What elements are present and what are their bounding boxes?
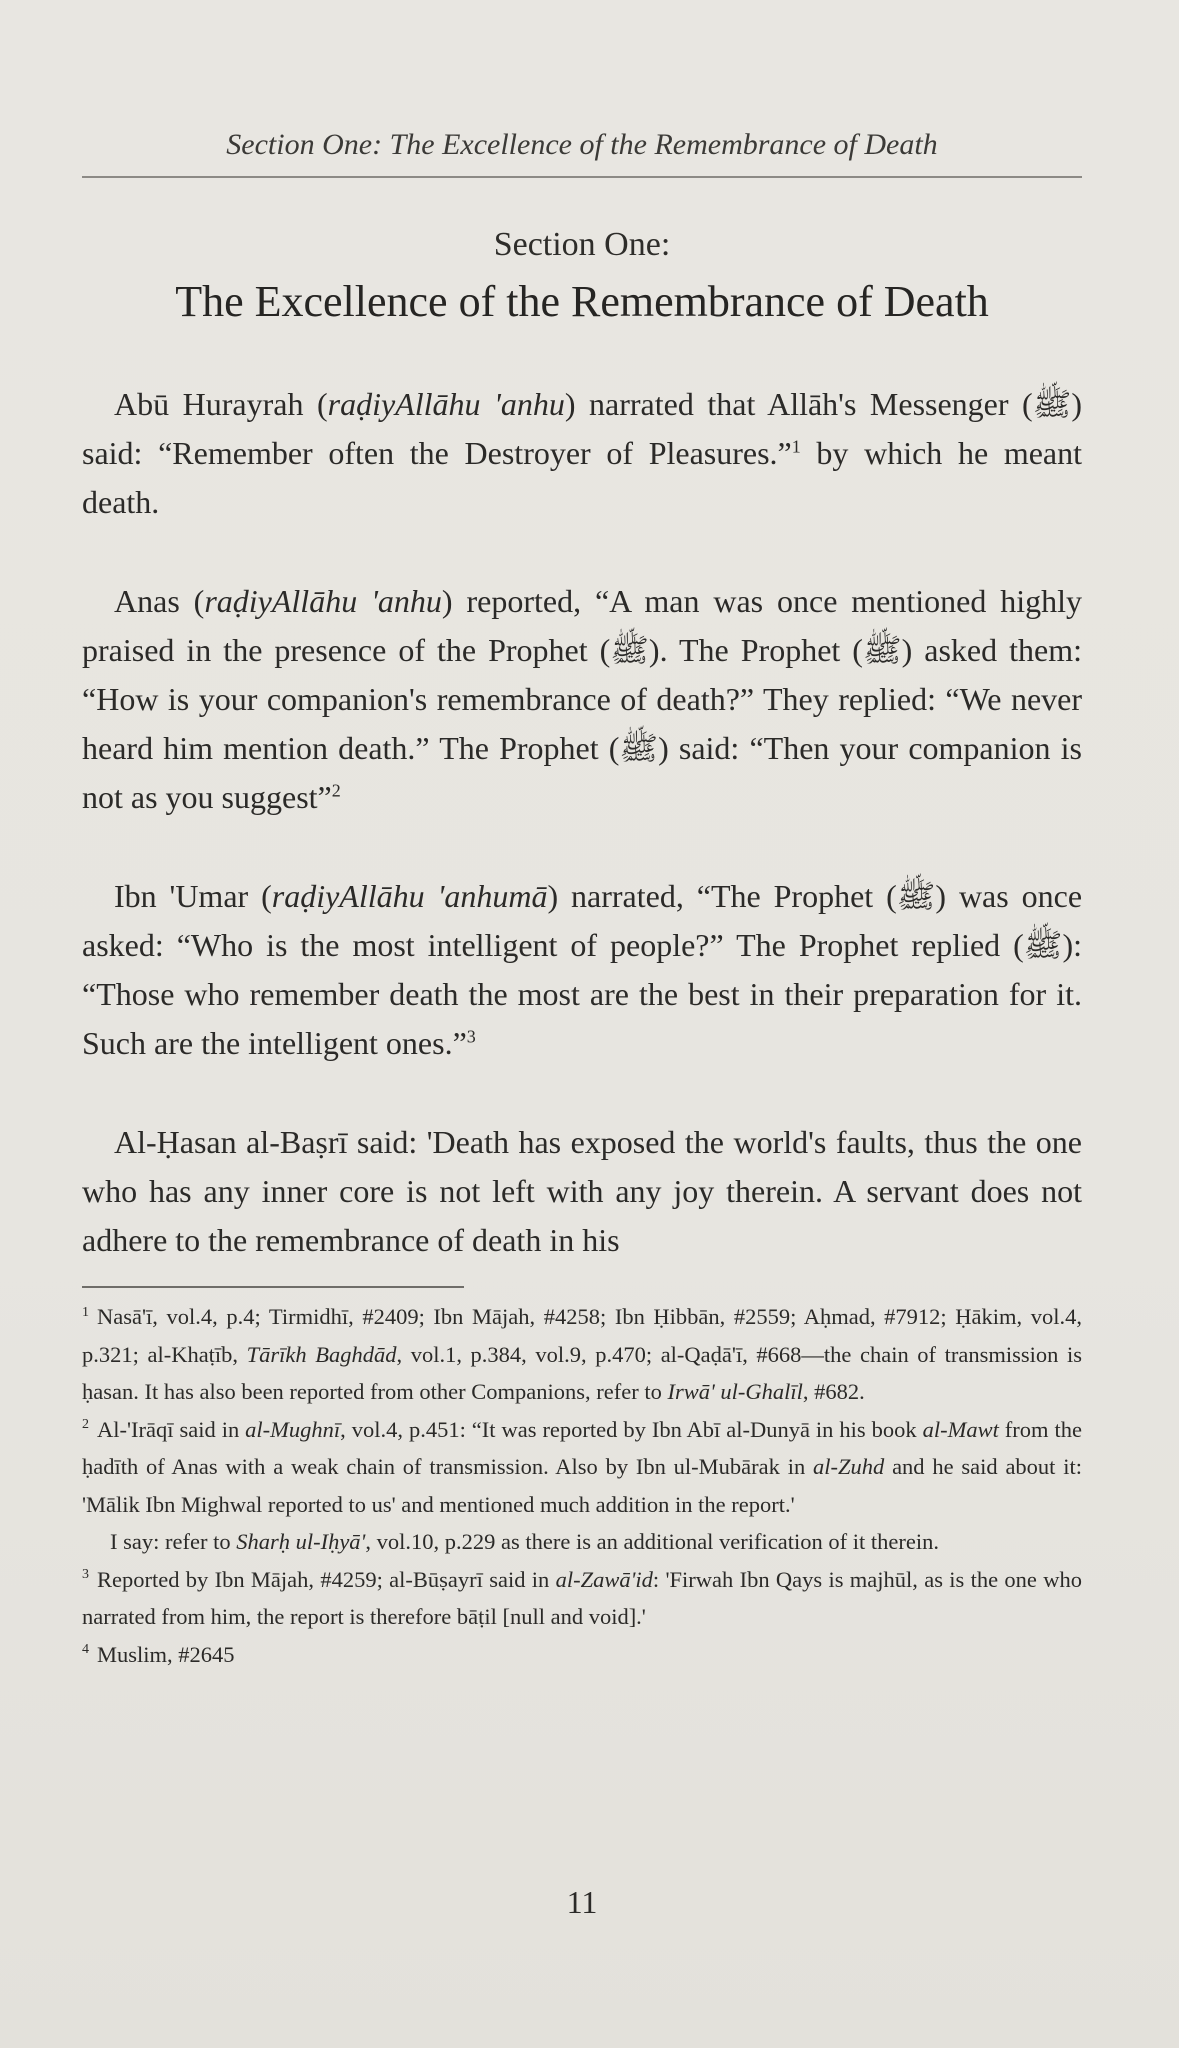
- paragraph-anas: [82, 577, 1082, 822]
- footnote-text: and he said about it: 'Mālik Ibn Mighwal reported to us' and mentioned much addition in the report.': [82, 1454, 1082, 1517]
- footnote-mark: 4: [82, 1642, 89, 1657]
- footnote-mark: 1: [82, 1304, 89, 1320]
- footnote-rule: [82, 1286, 464, 1288]
- footnote-title: al-Zawā'id: [555, 1566, 653, 1592]
- paragraph-abu-hurayrah: [82, 380, 1082, 527]
- footnote-text: I say: refer to: [110, 1529, 237, 1554]
- honorific: raḍiyAllāhu 'anhu: [204, 583, 442, 619]
- footnote-text: Nasā'ī, vol.4, p.4; Tirmidhī, #2409; Ibn Mājah, #4258; Ibn Ḥibbān, #2559; Aḥmad, #7912; Ḥākim, vol.4, p.321; al-Khaṭīb,: [82, 1304, 1082, 1367]
- honorific: raḍiyAllāhu 'anhumā: [271, 878, 548, 914]
- section-label: Section One:: [493, 226, 671, 263]
- footnote-title: Sharḥ ul-Iḥyā': [236, 1529, 366, 1554]
- footnote-text: , #682.: [802, 1379, 865, 1404]
- footnote-title: al-Mawt: [922, 1416, 999, 1442]
- footnote-text: from the ḥadīth of Anas with a weak chain of transmission. Also by Ibn ul-Mubārak in: [82, 1416, 1082, 1479]
- footnote-text: , vol.4, p.451: “It was reported by Ibn Abī al-Dunyā in his book: [340, 1416, 923, 1442]
- footnote-2-continued: [82, 1523, 1082, 1561]
- footnote-title: al-Zuhd: [813, 1454, 885, 1479]
- footnotes: [82, 1298, 1082, 1673]
- footnote-mark: 2: [82, 1417, 89, 1432]
- header-rule: [82, 176, 1082, 178]
- paragraph-text: ) narrated that Allāh's Messenger (ﷺ) said: “Remember often the Destroyer of Pleasures.”: [82, 386, 1083, 471]
- body-text: [82, 380, 1082, 1265]
- paragraph-al-hasan: [82, 1118, 1082, 1265]
- narrator: Abū Hurayrah (: [114, 386, 328, 422]
- footnote-mark: 3: [82, 1567, 89, 1582]
- paragraph-ibn-umar: [82, 872, 1082, 1068]
- footnote-1: [82, 1298, 1082, 1411]
- footnote-text: Muslim, #2645: [97, 1641, 235, 1667]
- footnote-text: Al-'Irāqī said in: [97, 1416, 246, 1442]
- running-head: Section One: The Excellence of the Remembrance of Death: [226, 128, 938, 161]
- footnote-ref: 1: [791, 436, 801, 457]
- section-title: The Excellence of the Remembrance of Death: [175, 277, 989, 326]
- honorific: raḍiyAllāhu 'anhu: [327, 386, 565, 422]
- narrator: Ibn 'Umar (: [114, 878, 272, 914]
- narrator: Anas (: [114, 583, 205, 619]
- paragraph-text-after: by which he meant death.: [82, 435, 1082, 520]
- footnote-3: [82, 1561, 1082, 1636]
- footnote-ref: 3: [466, 1026, 476, 1047]
- footnote-title: Tārīkh Baghdād: [246, 1341, 397, 1367]
- footnote-text: : 'Firwah Ibn Qays is majhūl, as is the one who narrated from him, the report is therefore bāṭil [null and void].': [82, 1566, 1082, 1629]
- footnote-4: [82, 1636, 1082, 1674]
- paragraph-text: Al-Ḥasan al-Baṣrī said: 'Death has exposed the world's faults, thus the one who has any inner core is not left with any joy therein. A servant does not adhere to the remembrance of death in his: [82, 1124, 1082, 1258]
- footnote-2: [82, 1411, 1082, 1524]
- footnote-title: al-Mughnī: [245, 1416, 341, 1442]
- page-number: 11: [566, 1884, 598, 1920]
- paragraph-text: ) narrated, “The Prophet (ﷺ) was once asked: “Who is the most intelligent of people?” The Prophet replied (ﷺ): “Those who remember death the most are the best in their preparation for it. Such are the intelligent ones.”: [82, 878, 1083, 1061]
- footnote-text: , vol.1, p.384, vol.9, p.470; al-Qaḍā'ī, #668—the chain of transmission is ḥasan. It has also been reported from other Companions, refer to: [82, 1341, 1082, 1404]
- footnote-text: , vol.10, p.229 as there is an additional verification of it therein.: [365, 1529, 939, 1554]
- footnote-title: Irwā' ul-Ghalīl: [667, 1379, 803, 1404]
- footnote-ref: 2: [331, 780, 341, 801]
- paragraph-text: ) reported, “A man was once mentioned highly praised in the presence of the Prophet (ﷺ). The Prophet (ﷺ) asked them: “How is your companion's remembrance of death?” They replied: “We never heard him mention death.” The Prophet (ﷺ) said: “Then your companion is not as you suggest”: [82, 583, 1083, 815]
- footnote-text: Reported by Ibn Mājah, #4259; al-Būṣayrī said in: [97, 1566, 556, 1592]
